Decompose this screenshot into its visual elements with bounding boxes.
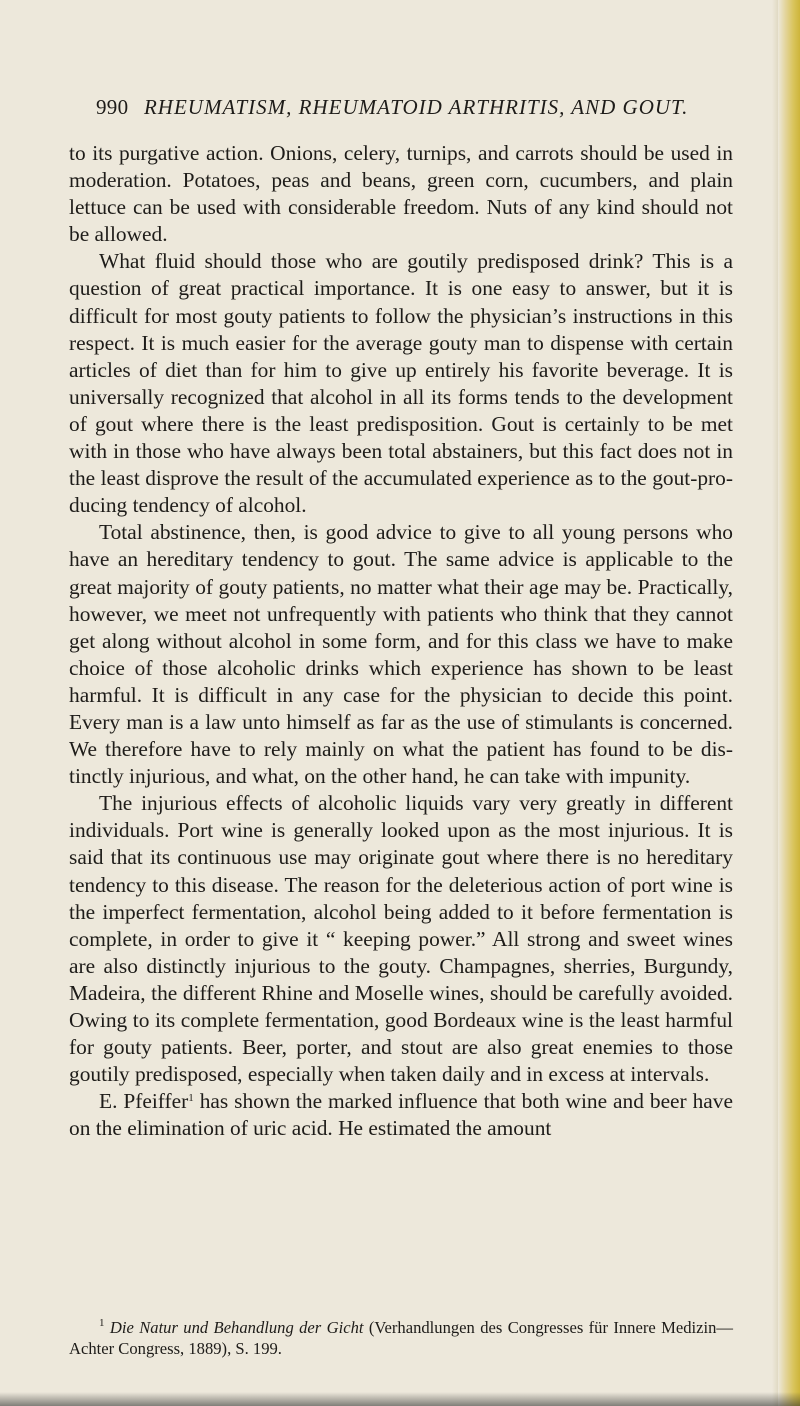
paragraph-5: [69, 1088, 733, 1142]
footnote-mark: 1: [99, 1317, 105, 1329]
paragraph-2: What fluid should those who are goutily predisposed drink? This is a question of great practical importance. It is one easy to answer, but it is difficult for most gouty patients to follow the physician’s instructions in this respect. It is much easier for the average gouty man to dispense with certain articles of diet than for him to give up entirely his favorite beverage. It is universally recognized that alcohol in all its forms tends to the development of gout where there is the least predisposition. Gout is certainly to be met with in those who have always been total abstainers, but this fact does not in the least disprove the result of the accumulated experience as to the gout-producing tendency of alcohol.: [69, 249, 733, 518]
running-head: [96, 94, 688, 120]
paragraph-5-rest: has shown the marked influence that both wine and beer have on the elimination of uric acid. He estimated the amount: [69, 1089, 733, 1141]
footnote-ref-mark: 1: [188, 1092, 194, 1105]
paragraph-3: Total abstinence, then, is good advice to give to all young persons who have an hereditary tendency to gout. The same advice is applicable to the great majority of gouty patients, no matter what their age may be. Practically, however, we meet not unfrequently with patients who think that they cannot get along without alcohol in some form, and for this class we have to make choice of those alcoholic drinks which experience has shown to be least harmful. It is difficult in any case for the physician to decide this point. Every man is a law unto himself as far as the use of stimulants is concerned. We therefore have to rely mainly on what the patient has found to be distinctly injurious, and what, on the other hand, he can take with impunity.: [69, 520, 733, 789]
page-gilt-edge: [778, 0, 800, 1406]
body-text: [69, 140, 733, 1142]
footnote-citation: (Verhandlungen des Congresses für Innere Medizin—Achter Congress, 1889), S. 199.: [69, 1318, 733, 1358]
running-title: RHEUMATISM, RHEUMATOID ARTHRITIS, AND GOUT.: [143, 95, 689, 119]
page-bottom-shadow: [0, 1392, 800, 1406]
paragraph-4: The injurious effects of alcoholic liquids vary very greatly in different individuals. Port wine is generally looked upon as the most injurious. It is said that its continuous use may originate gout where there is no hereditary tendency to this disease. The reason for the deleterious action of port wine is the imperfect fermentation, alcohol being added to it before fermentation is complete, in order to give it “ keeping power.” All strong and sweet wines are also distinctly injurious to the gouty. Champagnes, sherries, Burgundy, Madeira, the different Rhine and Moselle wines, should be carefully avoided. Owing to its complete fermentation, good Bordeaux wine is the least harmful for gouty patients. Beer, porter, and stout are also great enemies to those goutily predisposed, especially when taken daily and in excess at intervals.: [69, 791, 733, 1087]
footnote: [69, 1317, 733, 1359]
paragraph-1: to its purgative action. Onions, celery, turnips, and carrots should be used in moderation. Potatoes, peas and beans, green corn, cucumbers, and plain lettuce can be used with considerable freedom. Nuts of any kind should not be allowed.: [69, 141, 733, 247]
page-number: 990: [96, 95, 129, 119]
paragraph-5-start: E. Pfeiffer: [99, 1089, 189, 1114]
footnote-text: [69, 1317, 733, 1359]
footnote-cited-title: Die Natur und Behandlung der Gicht: [109, 1318, 364, 1337]
